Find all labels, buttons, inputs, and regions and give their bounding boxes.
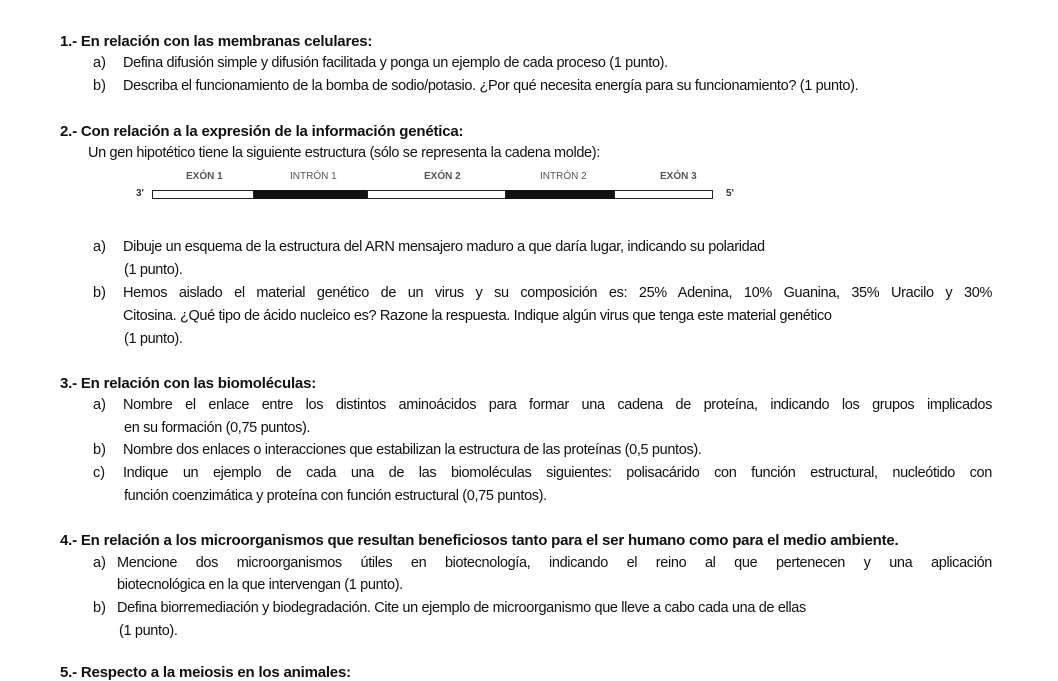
question-2b-marker: b)	[93, 285, 106, 301]
question-2b-line1: Hemos aislado el material genético de un virus y su composición es: 25% Adenina, 10% Guanina, 35% Uracilo y 30%	[123, 285, 992, 301]
gene-intron-2	[506, 190, 614, 199]
question-3c-line1: Indique un ejemplo de cada una de las biomoléculas siguientes: polisacárido con función estructural, nucleótido con	[123, 465, 992, 481]
question-5-title: 5.- Respecto a la meiosis en los animales:	[60, 664, 351, 681]
gene-segment-label: EXÓN 2	[424, 171, 461, 182]
question-3-title: 3.- En relación con las biomoléculas:	[60, 375, 317, 392]
question-3c-line2: función coenzimática y proteína con función estructural (0,75 puntos).	[124, 488, 547, 504]
question-2a-line2: (1 punto).	[124, 262, 183, 278]
question-2b-line2: Citosina. ¿Qué tipo de ácido nucleico es? Razone la respuesta. Indique algún virus que tenga este material genético	[123, 308, 832, 324]
question-4a-line1: Mencione dos microorganismos útiles en biotecnología, indicando el reino al que pertenecen y una aplicación	[117, 555, 992, 571]
question-4b-line1: Defina biorremediación y biodegradación. Cite un ejemplo de microorganismo que lleve a cabo cada una de ellas	[117, 600, 806, 616]
question-4a-line2: biotecnológica en la que intervengan (1 punto).	[117, 577, 403, 593]
question-3c-marker: c)	[93, 465, 106, 481]
gene-segment-label: EXÓN 1	[186, 171, 223, 182]
gene-end-3-prime: 3'	[136, 188, 144, 199]
gene-exon-3	[614, 190, 713, 199]
question-3b-marker: b)	[93, 442, 106, 458]
gene-exon-1	[152, 190, 254, 199]
gene-end-5-prime: 5'	[726, 188, 734, 199]
question-2b-line3: (1 punto).	[124, 331, 183, 347]
gene-exon-2	[367, 190, 506, 199]
gene-segment-label: INTRÓN 2	[540, 171, 587, 182]
question-2-title: 2.- Con relación a la expresión de la información genética:	[60, 123, 464, 140]
question-3b-line1: Nombre dos enlaces o interacciones que estabilizan la estructura de las proteínas (0,5 puntos).	[123, 442, 702, 458]
question-4-title: 4.- En relación a los microorganismos que resultan beneficiosos tanto para el ser humano como para el medio ambiente.	[60, 532, 899, 549]
question-2-intro: Un gen hipotético tiene la siguiente estructura (sólo se representa la cadena molde):	[88, 145, 600, 161]
question-1b-marker: b)	[93, 78, 106, 94]
question-3a-marker: a)	[93, 397, 106, 413]
question-2a-line1: Dibuje un esquema de la estructura del ARN mensajero maduro a que daría lugar, indicando su polaridad	[123, 239, 765, 255]
question-4a-marker: a)	[93, 555, 106, 571]
question-3a-line2: en su formación (0,75 puntos).	[124, 420, 311, 436]
question-4b-marker: b)	[93, 600, 106, 616]
gene-structure-diagram	[128, 168, 748, 208]
question-4b-line2: (1 punto).	[119, 623, 178, 639]
gene-segment-label: INTRÓN 1	[290, 171, 337, 182]
gene-segment-label: EXÓN 3	[660, 171, 697, 182]
question-1-title: 1.- En relación con las membranas celulares:	[60, 33, 373, 50]
gene-intron-1	[254, 190, 367, 199]
question-3a-line1: Nombre el enlace entre los distintos aminoácidos para formar una cadena de proteína, indicando los grupos implicados	[123, 397, 992, 413]
question-1a-text: Defina difusión simple y difusión facilitada y ponga un ejemplo de cada proceso (1 punto).	[123, 55, 668, 71]
question-1b-text: Describa el funcionamiento de la bomba de sodio/potasio. ¿Por qué necesita energía para su funcionamiento? (1 punto).	[123, 78, 859, 94]
question-1a-marker: a)	[93, 55, 106, 71]
question-2a-marker: a)	[93, 239, 106, 255]
